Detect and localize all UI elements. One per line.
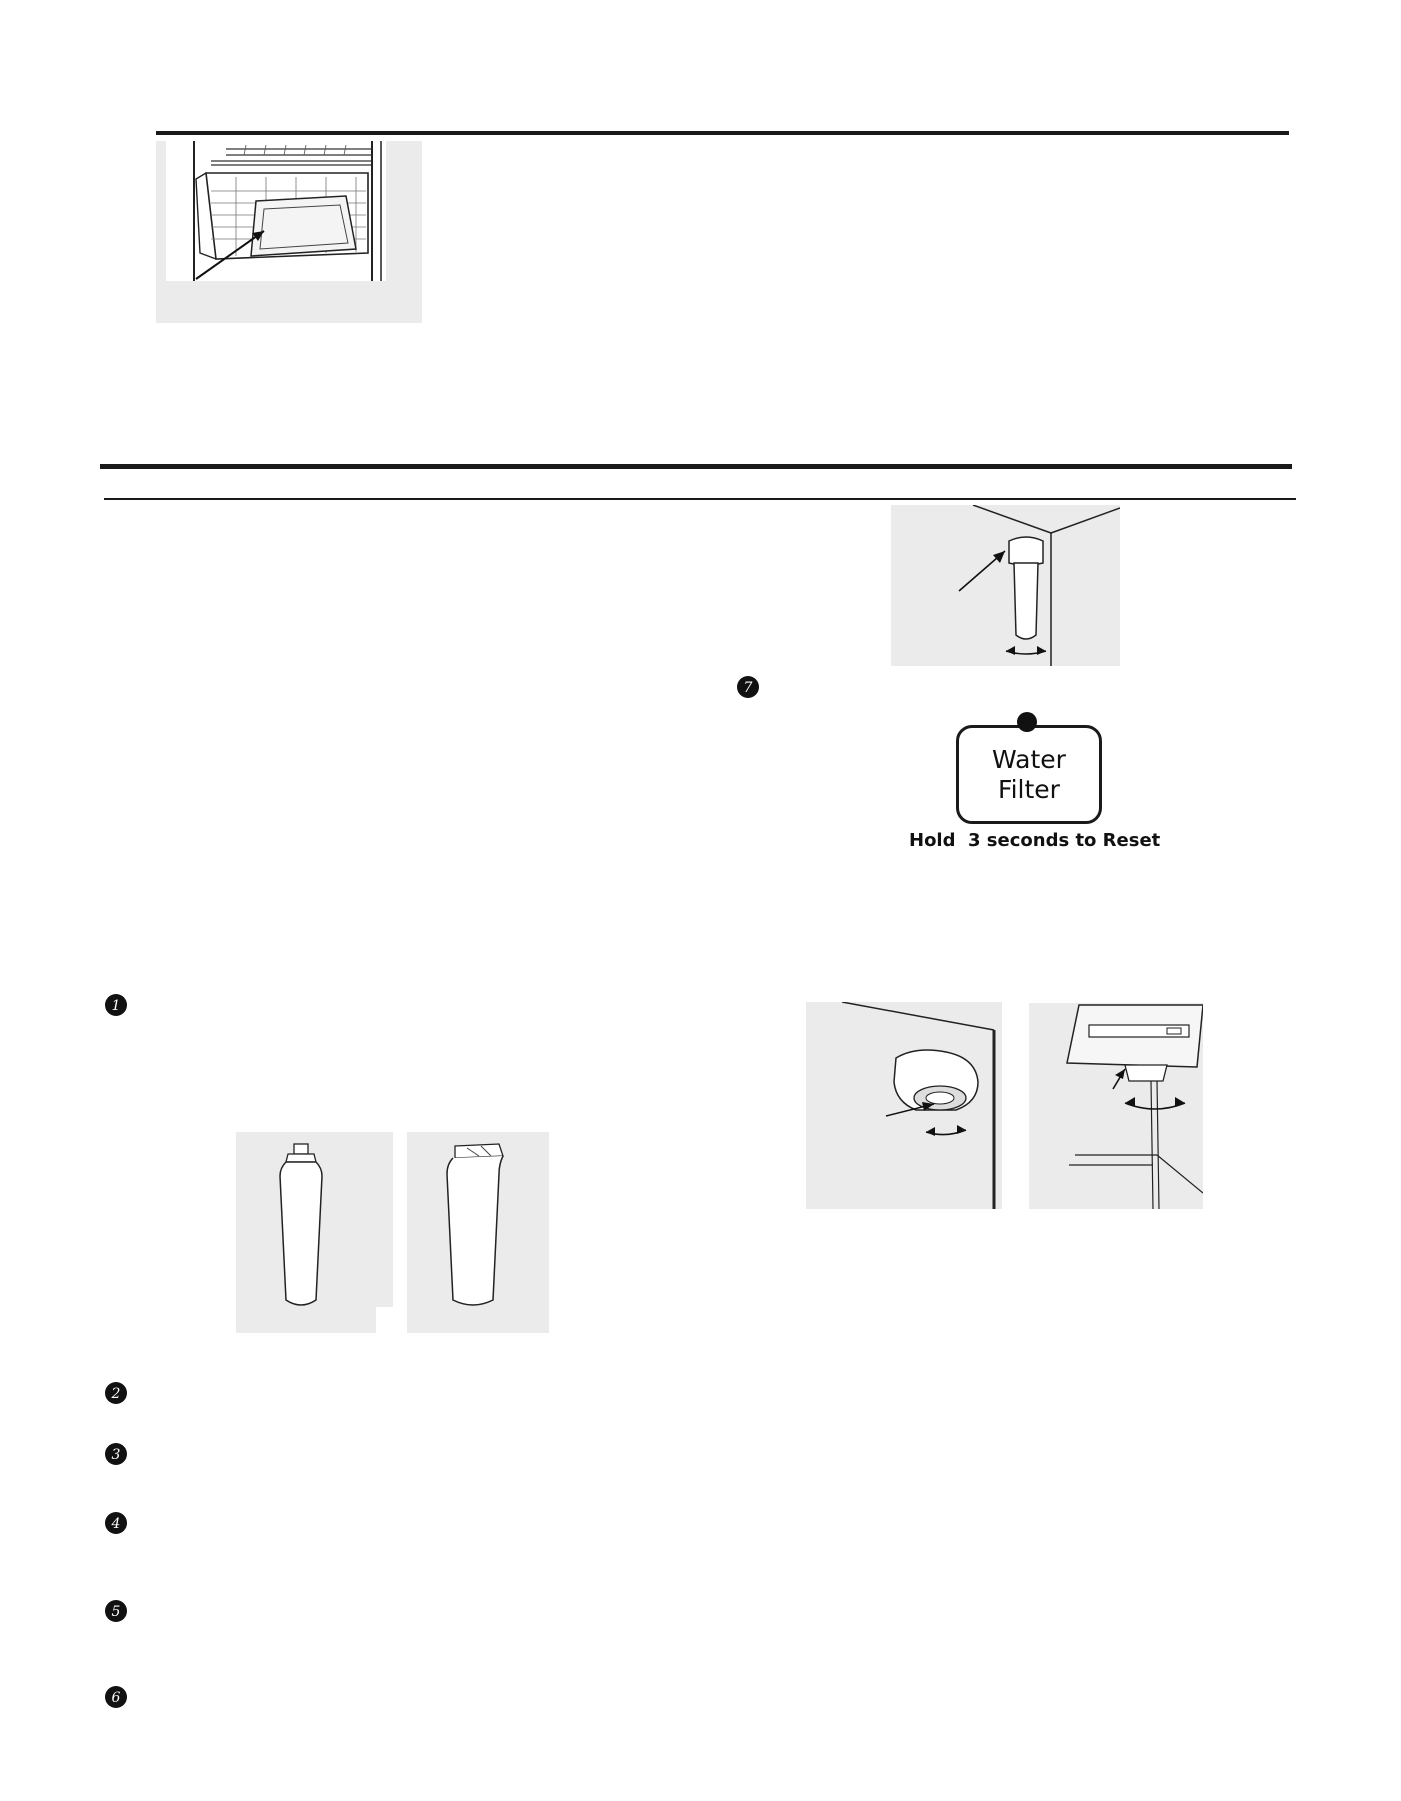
step-number-2-icon xyxy=(105,1382,127,1404)
step-number-7-icon xyxy=(737,676,759,698)
filter-location-illustration xyxy=(891,505,1120,666)
water-filter-button-line-2: Filter xyxy=(998,774,1060,804)
water-filter-button-line-1: Water xyxy=(992,744,1066,774)
filter-removal-a-illustration xyxy=(806,1002,1002,1209)
filter-removal-figure-a xyxy=(806,1002,1002,1209)
step-number-6-text: 6 xyxy=(111,1690,121,1706)
reset-instruction-caption: Hold 3 seconds to Reset xyxy=(909,830,1161,851)
step-number-1-icon xyxy=(105,994,127,1016)
step-number-1-text: 1 xyxy=(111,998,121,1014)
section-top-rule xyxy=(156,131,1289,135)
step-number-2-text: 2 xyxy=(111,1386,121,1402)
filter-cartridge-a-illustration xyxy=(236,1132,393,1333)
step-number-7-text: 7 xyxy=(743,680,753,696)
filter-removal-b-illustration xyxy=(1029,1003,1203,1209)
step-number-4-text: 4 xyxy=(111,1516,121,1532)
freezer-drawer-illustration xyxy=(156,141,422,323)
step-number-5-text: 5 xyxy=(111,1604,121,1620)
section-water-filter-rule xyxy=(100,464,1292,469)
step-number-3-text: 3 xyxy=(111,1447,121,1463)
filter-removal-figure-b xyxy=(1029,1003,1203,1209)
water-filter-indicator-light-icon xyxy=(1017,712,1037,732)
step-number-6-icon xyxy=(105,1686,127,1708)
step-number-3-icon xyxy=(105,1443,127,1465)
water-filter-reset-button[interactable] xyxy=(956,725,1102,824)
step-number-5-icon xyxy=(105,1600,127,1622)
step-number-4-icon xyxy=(105,1512,127,1534)
filter-cartridge-b-figure xyxy=(407,1132,549,1333)
section-water-filter-subrule xyxy=(104,498,1296,500)
filter-cartridge-b-illustration xyxy=(407,1132,549,1333)
filter-location-figure xyxy=(891,505,1120,666)
filter-cartridge-a-figure xyxy=(236,1132,393,1333)
freezer-drawer-figure xyxy=(156,141,422,323)
